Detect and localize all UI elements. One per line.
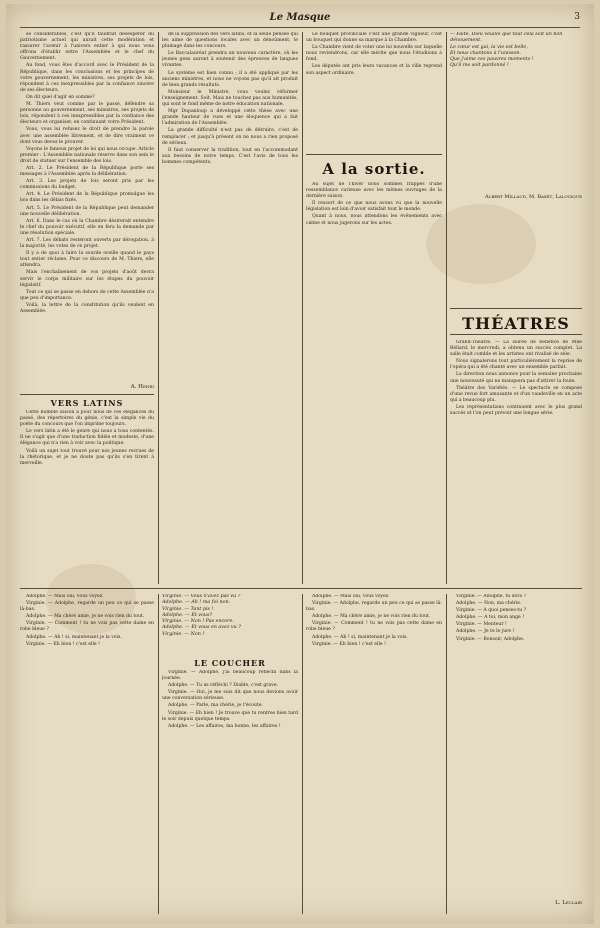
theatres-heading: THÉATRES bbox=[462, 314, 570, 333]
paragraph: Adolphe. — Et vous en avez vu ? bbox=[162, 625, 241, 631]
paragraph: Virginie. — Eh bien ! c'est elle ! bbox=[312, 641, 386, 647]
vers-latins-text bbox=[20, 410, 154, 580]
paragraph: Les représentations continuent avec le plus grand succès et l'on peut prévoir une longue série. bbox=[450, 404, 582, 417]
column-rule bbox=[158, 32, 159, 584]
le-coucher-heading: LE COUCHER bbox=[194, 658, 266, 668]
column-1 bbox=[20, 32, 154, 382]
feuilleton-rule bbox=[20, 588, 582, 589]
a-la-sortie-text bbox=[306, 182, 442, 584]
paragraph: Adolphe. — Mais oui, vous voyez. bbox=[26, 594, 104, 599]
paragraph: La direction nous annonce pour la semaine prochaine une nouveauté qui ne manquera pas d'attirer la foule. bbox=[450, 372, 582, 384]
paragraph: Virginie. — Eh bien ! Je trouve que tu rentres bien tard le soir depuis quelque temps. bbox=[162, 710, 298, 722]
column-4-signature: Albert Millaud, M. Baxet, Lalogique bbox=[485, 194, 582, 200]
paragraph: Adolphe. — Non, ma chérie. bbox=[456, 601, 522, 607]
paragraph: Le système est bien connu ; il a été appliqué par les anciens ministres, et nous ne voyons pas qu'il ait produit de bien grands résultats. bbox=[162, 70, 298, 88]
divider bbox=[306, 154, 442, 155]
paragraph: Il ressort de ce que nous avons vu que la nouvelle législation est loin d'avoir satisfait tout le monde. bbox=[306, 201, 442, 213]
paragraph: Théâtre des Variétés. — Le spectacle se compose d'une revue fort amusante et d'un vaudeville en un acte qui a beaucoup plu. bbox=[450, 385, 582, 403]
paragraph: Adolphe. — Tu as réfléchi ? Diable, c'est grave. bbox=[168, 683, 279, 689]
paragraph: Art. 2. Le Président de la République porte ses messages à l'Assemblée après la délibération. bbox=[20, 165, 154, 178]
paragraph: Virginie. — Menteur ! bbox=[456, 622, 507, 628]
paragraph: Virginie. — Comment ! tu ne vois pas cette dame en robe bleue ? bbox=[306, 621, 442, 633]
divider bbox=[450, 334, 582, 335]
paragraph: Il y a de quoi à faire la sourde oreille quand le pays tout entier réclame. Pour ce discours de M. Thiers, elle attendra. bbox=[20, 251, 154, 269]
paragraph: La Chambre vient de voter une loi nouvelle sur laquelle nous reviendrons, car elle mérite que nous l'étudiions à fond. bbox=[306, 45, 442, 63]
column-rule bbox=[302, 32, 303, 584]
paragraph: Art. 6. Dans le cas où la Chambre désirerait entendre le chef du pouvoir exécutif, elle en fera la demande par une résolution spéciale. bbox=[20, 218, 154, 236]
paragraph: Le Baccalauréat prendra un nouveau caractère, où les jeunes gens auront à soutenir des épreuves de langues vivantes. bbox=[162, 51, 298, 69]
divider bbox=[450, 308, 582, 309]
paragraph: Adolphe. — Ah ! ma foi non. bbox=[162, 600, 231, 606]
paragraph: Virginie. — Comment ! tu ne vois pas cette dame en robe bleue ? bbox=[20, 621, 154, 633]
paragraph: Que j'aime ces pauvres moments ! bbox=[450, 57, 534, 63]
paragraph: Virginie. — Oui, je me suis dit que nous devions avoir une conversation sérieuse. bbox=[162, 690, 298, 702]
paragraph: Adolphe. — Et vous? bbox=[162, 612, 213, 618]
paragraph: Au fond, vous êtes d'accord avec le Président de la République, dans les conclusions et les principes de votre gouvernement, les ministres, ses projets de lois, répondent à ces inexpressibles par la confiance sincère de ses électeurs. bbox=[20, 63, 154, 93]
paragraph: Tout ce qui se passe en dehors de cette Assemblée n'a que peu d'importance. bbox=[20, 289, 154, 301]
feuilleton-column-3 bbox=[306, 594, 442, 914]
paragraph: Et nous chantons à l'unisson. bbox=[450, 50, 522, 56]
paragraph: Virginie. — Vous n'avez pas vu ? bbox=[162, 594, 241, 599]
paragraph: Qu'il me soit pardonné ! bbox=[450, 63, 509, 69]
feuilleton-column-4 bbox=[450, 594, 582, 894]
paragraph: Virginie. — A quoi penses-tu ? bbox=[456, 608, 527, 614]
paragraph: Le vers latin a été le genre qui nous a tous contentés. Il ne s'agit que d'une traduction fidèle et modeste, d'une élégance qui n'a rien à voir avec la politique. bbox=[20, 429, 154, 447]
paragraph: Virginie. — Adolphe, regarde un peu ce qui se passe là-bas. bbox=[20, 601, 154, 613]
column-3 bbox=[306, 32, 442, 152]
newspaper-page bbox=[6, 4, 594, 924]
vers-latins-heading: VERS LATINS bbox=[50, 398, 124, 408]
paragraph: Virginie. — Adolphe, regarde un peu ce qui se passe là-bas. bbox=[306, 601, 442, 613]
paragraph: Mgr Dupanloup a développé cette thèse avec une grande hauteur de vues et une éloquence qui a fait l'admiration de l'Assemblée. bbox=[162, 109, 298, 127]
paragraph: Art. 5. Le Président de la République peut demander une nouvelle délibération. bbox=[20, 205, 154, 217]
theatres-text bbox=[450, 340, 582, 584]
paragraph: Adolphe. — Ma chère amie, je ne vois rien du tout. bbox=[26, 614, 145, 620]
paragraph: Le bouquet provinciale c'est une grande vigueur, c'est un bouquet qui donne sa marque à la Chambre. bbox=[306, 32, 442, 44]
paragraph: Cette humble saison a pour nous de ces élégances du passé, des répertoires du génie, c'est la simple vie du poète du concours que l'on imprime toujours. bbox=[20, 410, 154, 428]
paragraph: Nous signalerons tout particulièrement la reprise de l'opéra qui a été chanté avec un ensemble parfait. bbox=[450, 359, 582, 371]
paragraph: Art. 4. Le Président de la République promulgue les lois dans les délais fixés. bbox=[20, 192, 154, 204]
paragraph: Virginie. — Non ! Pas encore. bbox=[162, 619, 234, 625]
paragraph: Art. 3. Les projets de lois seront pris par les commissions du budget. bbox=[20, 179, 154, 191]
paragraph: Voilà un sujet tout trouvé pour nos jeunes recrues de la rhétorique, et je ne doute pas qu'ils s'en tirent à merveille. bbox=[20, 448, 154, 466]
paragraph: Virginie. — Tant pis ! bbox=[162, 606, 214, 612]
paragraph: Adolphe. — Mais oui, vous voyez. bbox=[312, 594, 390, 599]
paragraph: Grand-Théâtre. — La soirée de bénéfice de Mlle Béliard, le mercredi, a obtenu un succès complet. La salle était comble et les artistes ont rivalisé de zèle. bbox=[450, 340, 582, 358]
paragraph: On dit quel d'agir en somme? bbox=[26, 94, 95, 100]
paragraph: M. Thiers veut comme par le passé, défendre sa personne au gouvernement, ses ministres, ses projets de lois, répondent à ces inexpressibles par la confiance des électeurs et organiser, en continuant votre Président. bbox=[20, 102, 154, 126]
paragraph: Adolphe. — Les affaires, ma bonne, les affaires ! bbox=[168, 723, 281, 729]
divider bbox=[20, 394, 154, 395]
paragraph: Au sujet de l'hiver nous sommes frappés d'une ressemblance curieuse avec les mêmes ouvrages de la dernière saison. bbox=[306, 182, 442, 200]
feuilleton-poem bbox=[162, 594, 298, 654]
paragraph: Mais l'enchaînement de vos projets d'août devra servir le corps militaire sur les étapes du pouvoir législatif. bbox=[20, 270, 154, 288]
paragraph: La grande difficulté n'est pas de détruire, c'est de remplacer ; et jusqu'à présent on ne nous a rien proposé de sérieux. bbox=[162, 128, 298, 146]
paragraph: Virginie. — Adolphe, tu dors ? bbox=[456, 594, 526, 599]
column-2 bbox=[162, 32, 298, 584]
column-rule bbox=[446, 594, 447, 914]
paragraph: Adolphe. — Ma chère amie, je ne vois rien du tout. bbox=[312, 614, 431, 620]
paragraph: Le cœur est gai, la vie est belle, bbox=[450, 44, 528, 50]
paragraph: — Faite, Dieu veuille que tout cela soit un bon dénouement. bbox=[450, 32, 563, 44]
paragraph: Monsieur le Ministre, vous voulez réformer l'enseignement. Soit. Mais ne touchez pas aux humanités, qui sont le fond même de notre éducation nationale. bbox=[162, 89, 298, 108]
column-1-signature: A. Henri bbox=[130, 384, 154, 390]
feuilleton-signature: L. Leclair bbox=[555, 900, 582, 906]
paper-stain bbox=[426, 204, 536, 284]
a-la-sortie-heading: A la sortie. bbox=[322, 160, 426, 178]
paragraph: Art. 7. Les débats resteront ouverts par dérogation, à la majorité, les votes de ce projet. bbox=[20, 238, 154, 250]
masthead bbox=[20, 10, 580, 28]
paragraph: Adolphe. — A toi, mon ange ! bbox=[456, 615, 525, 621]
paragraph: Voyons le fameux projet de loi qui nous occupe. Article premier : L'Assemblée nationale réserve dans son sein le droit de statuer sur l'ensemble des lois. bbox=[20, 146, 154, 164]
column-4-poem bbox=[450, 32, 582, 192]
paragraph: Vous, vous lui refusez le droit de prendre la parole avec une assemblée librement, et de dire vraiment ce dont vous devez le prouver. bbox=[20, 127, 154, 145]
paragraph: de la suppression des vers latins, et la seule pensée qui les aime de questions locales avec un dénoûment, le plumage dans les concours. bbox=[162, 32, 298, 50]
publication-title: Le Masque bbox=[269, 12, 331, 23]
le-coucher-text bbox=[162, 670, 298, 914]
column-rule bbox=[158, 594, 159, 914]
feuilleton-column-1 bbox=[20, 594, 154, 914]
column-rule bbox=[446, 32, 447, 584]
column-rule bbox=[302, 594, 303, 914]
paragraph: Voilà, la lettre de la constitution qu'ils veulent en Assemblée. bbox=[20, 302, 154, 315]
paragraph: Virginie. — Adolphe, j'ai beaucoup réfléchi dans la journée. bbox=[162, 670, 298, 682]
paragraph: Adolphe. — Ah ! si, maintenant je la vois. bbox=[26, 634, 122, 640]
paragraph: Virginie. — Non ! bbox=[162, 631, 205, 637]
page-number: 3 bbox=[574, 12, 580, 22]
paragraph: Virginie. — Bonsoir, Adolphe. bbox=[456, 636, 525, 642]
paragraph: Il faut conserver la tradition, tout en l'accommodant aux besoins de notre temps. C'est l'avis de tous les hommes compétents. bbox=[162, 147, 298, 165]
paragraph: Virginie. — Eh bien ! c'est elle ! bbox=[26, 641, 100, 647]
paragraph: Adolphe. — Je te le jure ! bbox=[456, 629, 515, 635]
paragraph: se considérables, c'est qu'il faudrait désespérer du patriotisme actuel qui aurait cette modération et rassurer l'avenir à l'univers entier à qui nous vous offrons d'établir entre l'Assemblée et le chef du Gouvernement. bbox=[20, 32, 154, 62]
paragraph: Adolphe. — Ah ! si, maintenant je la vois. bbox=[312, 634, 408, 640]
paragraph: Les députés ont pris leurs vacances et la ville reprend son aspect ordinaire. bbox=[306, 64, 442, 76]
paragraph: Adolphe. — Parle, ma chérie, je t'écoute. bbox=[168, 703, 263, 709]
paragraph: Quant à nous, nous attendons les événements avec calme et nous jugerons sur les actes. bbox=[306, 214, 442, 226]
